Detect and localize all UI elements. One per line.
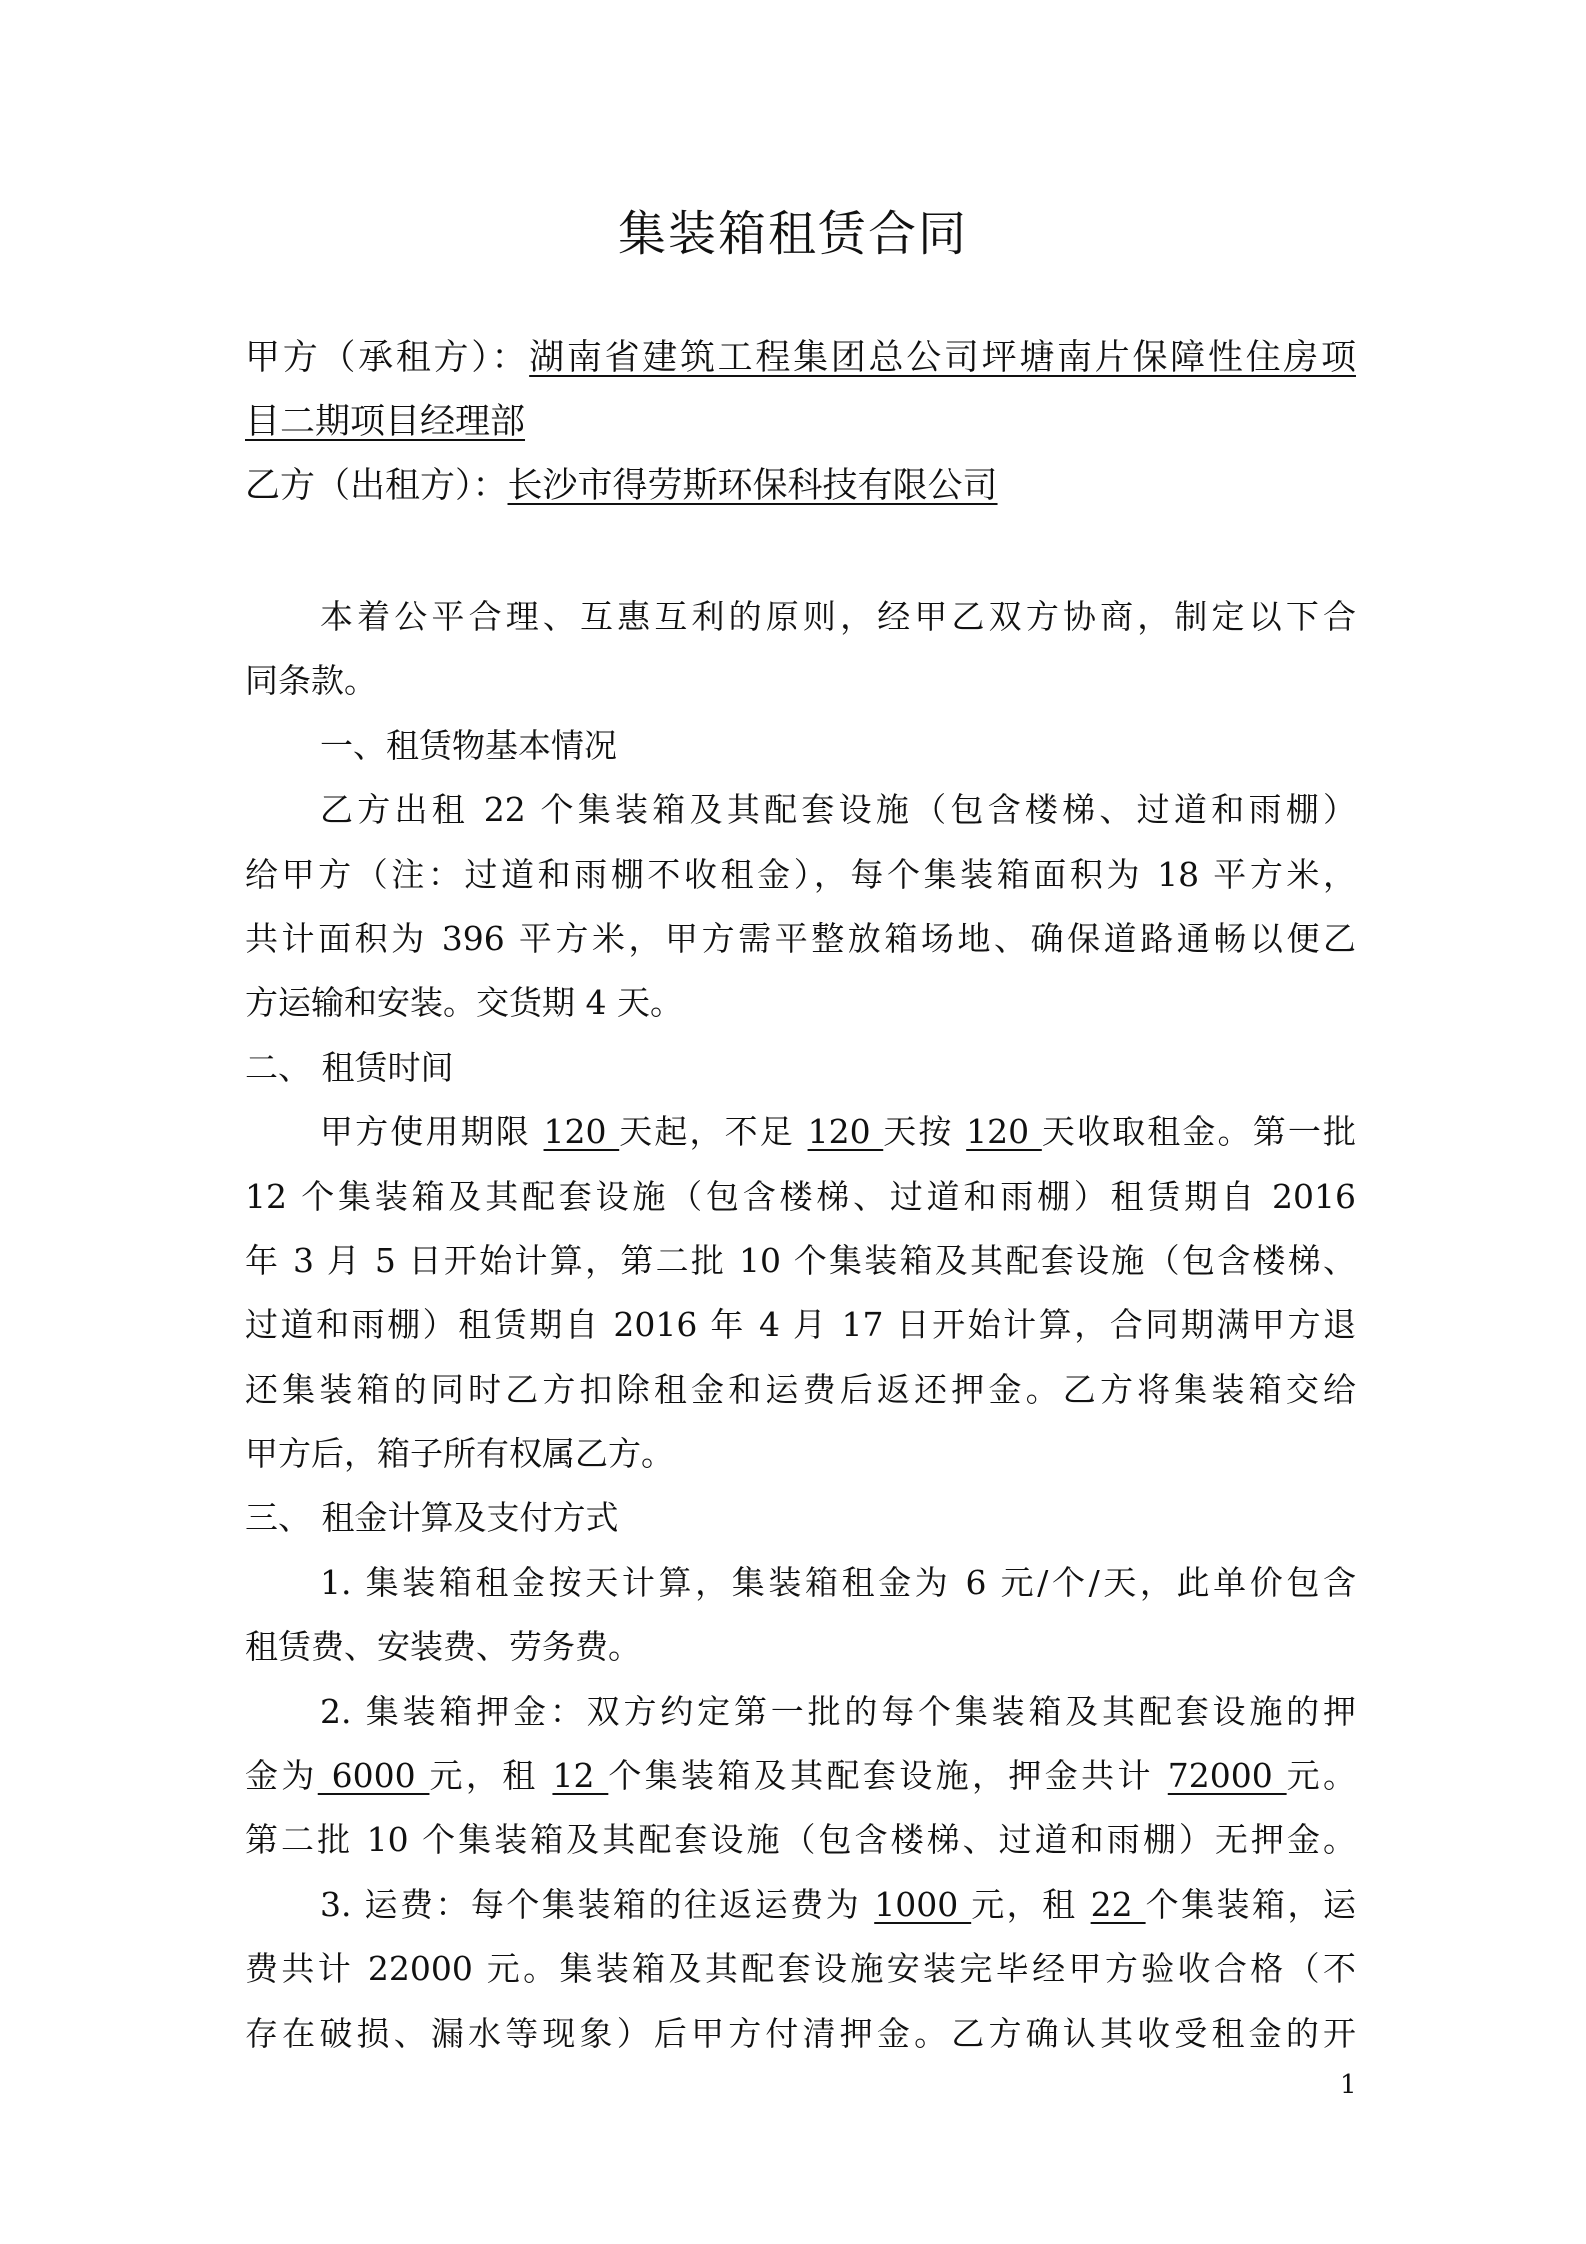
body-line	[245, 1165, 1356, 1229]
text-segment: 一、租赁物基本情况	[320, 725, 617, 765]
body-line	[245, 1422, 1356, 1486]
document-title: 集装箱租赁合同	[617, 206, 968, 262]
filled-value: 湖南省建筑工程集团总公司坪塘南片保障性住房项	[529, 338, 1356, 378]
filled-value: 120	[543, 1112, 620, 1152]
text-segment: 甲方后，箱子所有权属乙方。	[245, 1434, 674, 1474]
text-segment: 年 3 月 5 日开始计算，第二批 10 个集装箱及其配套设施（包含楼梯、	[245, 1240, 1356, 1280]
text-segment: 金为	[245, 1756, 318, 1796]
text-segment: 给甲方（注：过道和雨棚不收租金），每个集装箱面积为 18 平方米，	[245, 854, 1356, 894]
body-line	[245, 843, 1356, 907]
body-line	[245, 1808, 1356, 1872]
filled-value: 长沙市得劳斯环保科技有限公司	[507, 466, 998, 506]
filled-value: 22	[1090, 1884, 1146, 1924]
filled-value: 72000	[1167, 1756, 1287, 1796]
body-line	[245, 971, 1356, 1035]
filled-value: 120	[807, 1112, 884, 1152]
filled-value: 6000	[317, 1756, 430, 1796]
text-segment: 12 个集装箱及其配套设施（包含楼梯、过道和雨棚）租赁期自 2016	[245, 1176, 1356, 1216]
text-segment: 同条款。	[245, 661, 377, 701]
text-segment: 天按	[883, 1112, 967, 1152]
filled-value: 1000	[874, 1884, 972, 1924]
body-line	[245, 585, 1356, 649]
text-segment: 天收取租金。第一批	[1041, 1112, 1357, 1152]
text-segment: 本着公平合理、互惠互利的原则，经甲乙双方协商，制定以下合	[320, 597, 1356, 636]
text-segment: 存在破损、漏水等现象）后甲方付清押金。乙方确认其收受租金的开	[245, 2013, 1356, 2053]
filled-value: 12	[552, 1756, 609, 1796]
body-line	[245, 649, 1356, 713]
parties-section	[245, 326, 1356, 518]
text-segment: 费共计 22000 元。集装箱及其配套设施安装完毕经甲方验收合格（不	[245, 1949, 1356, 1989]
text-segment: 过道和雨棚）租赁期自 2016 年 4 月 17 日开始计算，合同期满甲方退	[245, 1305, 1356, 1345]
party-line	[245, 326, 1356, 390]
body-line	[245, 907, 1356, 971]
text-segment: 乙方出租 22 个集装箱及其配套设施（包含楼梯、过道和雨棚）	[320, 790, 1356, 830]
body-line	[245, 1229, 1356, 1293]
body-line	[245, 714, 1356, 778]
body-line	[245, 1293, 1356, 1357]
body-line	[245, 1873, 1356, 1937]
text-segment: 方运输和安装。交货期 4 天。	[245, 983, 683, 1023]
text-segment: 甲方使用期限	[320, 1112, 544, 1152]
body-line	[245, 1100, 1356, 1164]
text-segment: 元，租	[429, 1756, 553, 1796]
text-segment: 个集装箱，运	[1145, 1884, 1357, 1924]
text-segment: 二、 租赁时间	[245, 1047, 454, 1087]
text-segment: 三、 租金计算及支付方式	[245, 1498, 619, 1538]
body-line	[245, 1615, 1356, 1679]
text-segment: 元，租	[971, 1884, 1091, 1924]
text-segment: 甲方（承租方）：	[245, 338, 530, 378]
text-segment: 乙方（出租方）：	[245, 466, 508, 506]
body-line	[245, 1551, 1356, 1615]
text-segment: 租赁费、安装费、劳务费。	[245, 1627, 641, 1667]
party-line	[245, 454, 1356, 518]
text-segment: 2. 集装箱押金：双方约定第一批的每个集装箱及其配套设施的押	[320, 1691, 1356, 1731]
contract-body	[245, 585, 1356, 2066]
text-segment: 还集装箱的同时乙方扣除租金和运费后返还押金。乙方将集装箱交给	[245, 1369, 1356, 1409]
page-number: 1	[1340, 2070, 1357, 2100]
text-segment: 天起，不足	[619, 1112, 808, 1152]
text-segment: 第二批 10 个集装箱及其配套设施（包含楼梯、过道和雨棚）无押金。	[245, 1820, 1356, 1860]
party-line	[245, 390, 1356, 454]
body-line	[245, 1744, 1356, 1808]
body-line	[245, 1680, 1356, 1744]
filled-value: 目二期项目经理部	[245, 402, 526, 442]
body-line	[245, 1358, 1356, 1422]
body-line	[245, 1036, 1356, 1100]
filled-value: 120	[966, 1112, 1042, 1152]
body-line	[245, 778, 1356, 842]
body-line	[245, 1486, 1356, 1550]
text-segment: 个集装箱及其配套设施，押金共计	[608, 1756, 1168, 1796]
text-segment: 共计面积为 396 平方米，甲方需平整放箱场地、确保道路通畅以便乙	[245, 918, 1356, 958]
text-segment: 元。	[1286, 1756, 1356, 1796]
body-line	[245, 1937, 1356, 2001]
body-line	[245, 2002, 1356, 2066]
text-segment: 3. 运费：每个集装箱的往返运费为	[320, 1884, 875, 1924]
text-segment: 1. 集装箱租金按天计算，集装箱租金为 6 元/个/天，此单价包含	[320, 1562, 1356, 1602]
